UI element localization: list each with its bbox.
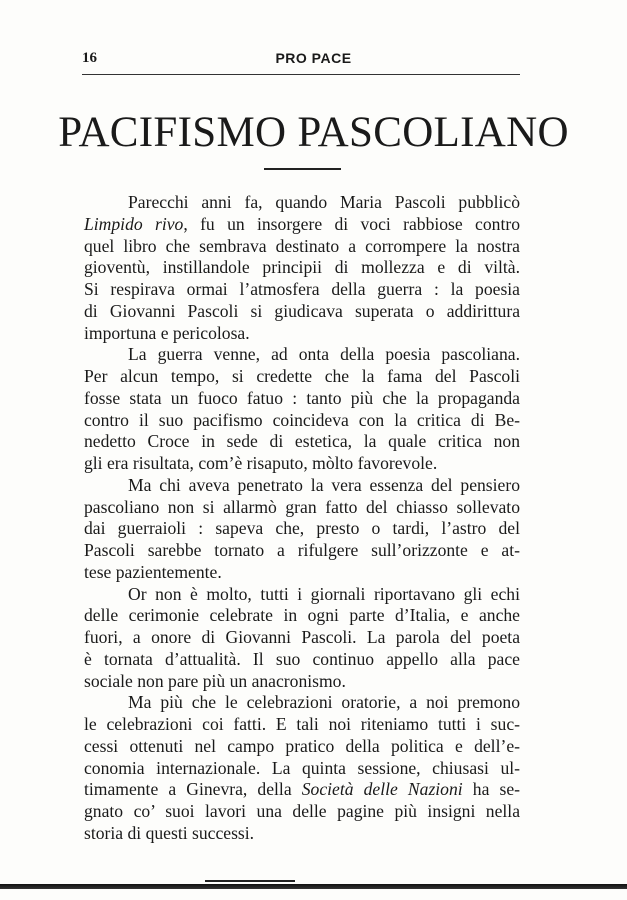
text-segment: fuori, a onore di Giovanni Pascoli. La parola del poeta: [84, 627, 520, 647]
text-line: [84, 627, 520, 649]
title-rule: [264, 168, 341, 170]
text-segment: La guerra venne, ad onta della poesia pascoliana.: [128, 344, 520, 365]
text-line: [84, 562, 520, 584]
text-line: [84, 692, 520, 714]
text-line: [84, 344, 520, 366]
bottom-rule-accent: [205, 880, 295, 882]
text-line: [84, 779, 520, 801]
article-body: [84, 192, 520, 845]
article-title: PACIFISMO PASCOLIANO: [58, 109, 569, 156]
text-segment: Ma più che le celebrazioni oratorie, a noi premono: [128, 692, 520, 713]
text-line: [84, 366, 520, 388]
text-segment: gli era risultata, com’è risaputo, mòlto favorevole.: [84, 453, 438, 473]
text-line: [84, 823, 520, 845]
text-segment: fosse stata un fuoco fatuo : tanto più che la propaganda: [84, 387, 520, 408]
text-line: [84, 605, 520, 627]
running-title: PRO PACE: [275, 50, 352, 66]
italic-text: Società delle Nazioni: [301, 779, 463, 800]
text-line: [84, 301, 520, 323]
text-line: [84, 736, 520, 758]
paragraph: [84, 584, 520, 693]
text-segment: tese pazientemente.: [84, 561, 222, 582]
text-line: [84, 714, 520, 736]
text-line: [84, 497, 520, 519]
text-segment: pascoliano non si allarmò gran fatto del chiasso sollevato: [84, 496, 520, 517]
text-segment: le celebrazioni coi fatti. E tali noi riteniamo tutti i suc-: [84, 714, 520, 734]
text-line: [84, 192, 520, 214]
text-line: [84, 453, 520, 475]
text-segment: Si respirava ormai l’atmosfera della guerra : la poesia: [84, 279, 520, 299]
text-segment: Parecchi anni fa, quando Maria Pascoli pubblicò: [128, 192, 520, 212]
text-line: [84, 518, 520, 540]
paragraph: [84, 692, 520, 844]
text-line: [84, 323, 520, 345]
text-segment: Per alcun tempo, si credette che la fama del Pascoli: [84, 366, 520, 386]
text-segment: importuna e pericolosa.: [84, 322, 250, 343]
text-line: [84, 758, 520, 780]
paragraph: [84, 475, 520, 584]
text-line: [84, 671, 520, 693]
text-segment: delle cerimonie celebrate in ogni parte d’Italia, e anche: [84, 605, 520, 626]
text-line: [84, 214, 520, 236]
page-number: 16: [82, 50, 97, 66]
text-line: [84, 410, 520, 432]
text-line: [84, 257, 520, 279]
text-segment: ha se-: [462, 779, 520, 800]
text-segment: contro il suo pacifismo coincideva con la critica di Be-: [84, 409, 520, 430]
text-segment: quel libro che sembrava destinato a corrompere la nostra: [84, 235, 520, 256]
text-line: [84, 279, 520, 301]
text-line: [84, 236, 520, 258]
text-segment: conomia internazionale. La quinta sessione, chiusasi ul-: [84, 757, 520, 778]
text-segment: Ma chi aveva penetrato la vera essenza del pensiero: [128, 474, 520, 495]
text-segment: Pascoli sarebbe tornato a rifulgere sull’orizzonte e at-: [84, 540, 520, 560]
header-rule: [82, 74, 520, 75]
text-segment: di Giovanni Pascoli si giudicava superata o addirittura: [84, 300, 520, 321]
text-segment: è tornata d’attualità. Il suo continuo appello alla pace: [84, 648, 520, 669]
text-segment: sociale non pare più un anacronismo.: [84, 670, 346, 691]
italic-text: Limpido rivo: [84, 213, 184, 234]
text-line: [84, 649, 520, 671]
text-segment: Or non è molto, tutti i giornali riportavano gli echi: [128, 583, 520, 604]
text-segment: timamente a Ginevra, della: [84, 779, 302, 800]
text-segment: cessi ottenuti nel campo pratico della politica e dell’e-: [84, 735, 520, 756]
text-line: [84, 388, 520, 410]
paragraph: [84, 192, 520, 344]
paragraph: [84, 344, 520, 475]
text-segment: nedetto Croce in sede di estetica, la quale critica non: [84, 431, 520, 452]
text-segment: , fu un insorgere di voci rabbiose contro: [183, 213, 520, 234]
text-line: [84, 431, 520, 453]
text-line: [84, 584, 520, 606]
text-line: [84, 475, 520, 497]
text-segment: storia di questi successi.: [84, 822, 255, 843]
text-line: [84, 801, 520, 823]
text-segment: dai guerraioli : sapeva che, presto o tardi, l’astro del: [84, 518, 520, 539]
text-segment: gnato co’ suoi lavori una delle pagine più insigni nella: [84, 801, 520, 821]
text-line: [84, 540, 520, 562]
text-segment: gioventù, instillandole principii di mollezza e di viltà.: [84, 257, 520, 278]
bottom-rule: [0, 884, 627, 889]
